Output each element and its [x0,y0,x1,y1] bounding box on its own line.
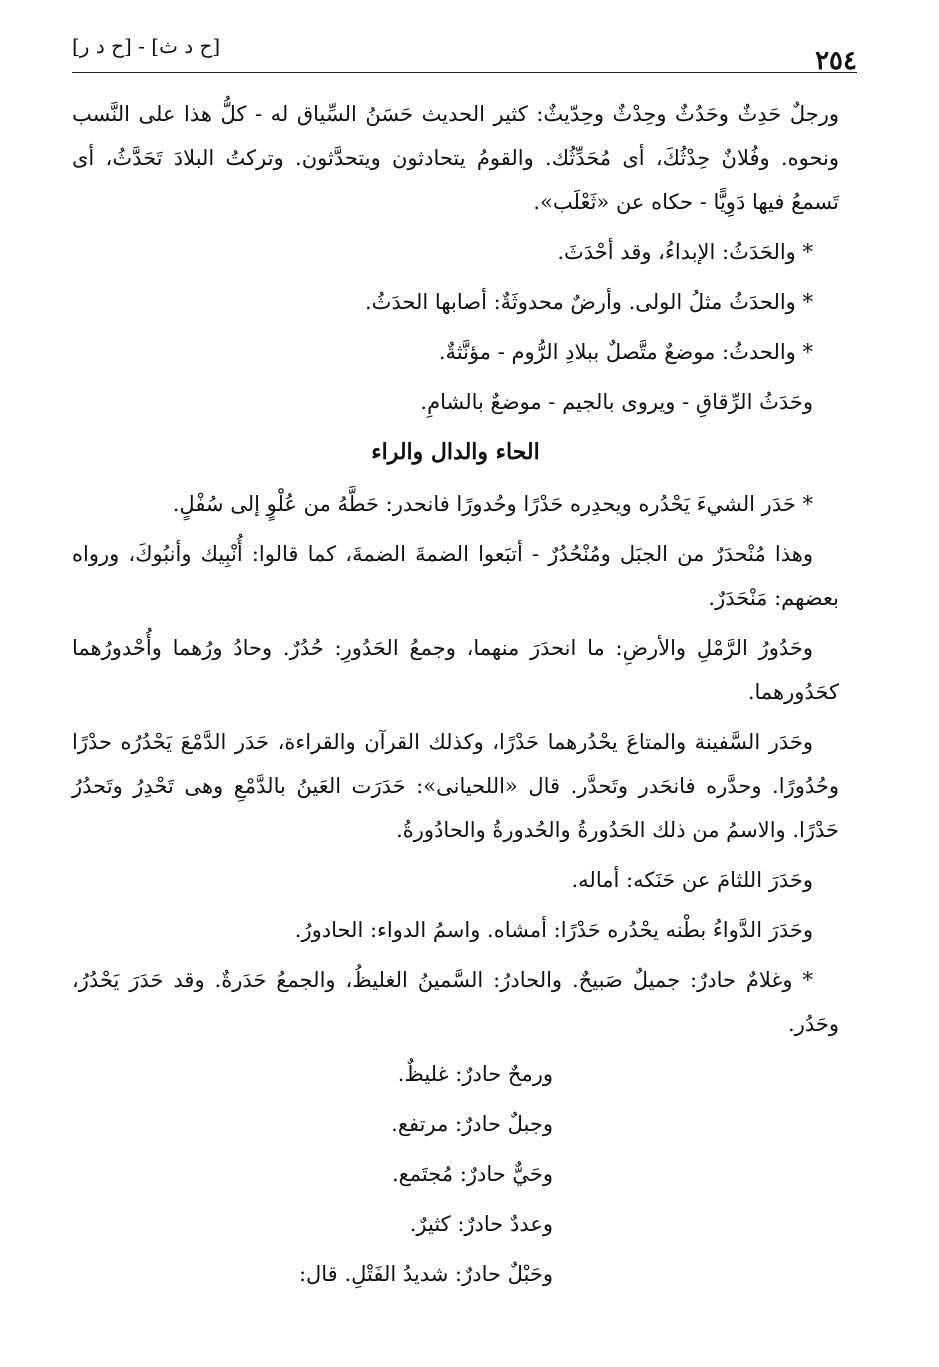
paragraph: * وغلامٌ حادرٌ: جميلٌ صَبيحٌ. والحادرُ: السَّمينُ الغليظُ، والجمعُ حَدَرةٌ. وقد حَدَرَ يَحْدُرُ، وحَدُر. [72,968,839,1036]
paragraph: وحَدَر السَّفينة والمتاعَ يحْدُرهما حَدْرًا، وكذلك القرآن والقراءة، حَدَر الدَّمْعَ يَحْدُرُه حدْرًا وحُدُورًا. وحدَّره فانحَدر وتَحدَّر. قال «اللحيانى»: حَدَرَت العَينُ بالدَّمْعِ وهى تَحْدِرُ وتَحدُرُ حَدْرًا. والاسمُ من ذلك الحَدُورةُ والحُدورةُ والحادُورةُ. [72,730,839,842]
running-head: [ح د ث] - [ح د ر] [72,34,221,58]
verse-line: ورمحٌ حادرٌ: غليظٌ. [397,1062,553,1086]
section-heading: الحاء والدال والراء [371,439,540,465]
paragraph: وحَدَثُ الرِّقاقِ - ويروى بالجيم - موضعٌ بالشامِ. [420,390,813,414]
page-header [72,32,857,76]
paragraph: وهذا مُنْحدَرٌ من الجبَل ومُنْحُدُرٌ - أتبَعوا الضمةَ الضمةَ، كما قالوا: أُنْبِيك وأنبُوكَ، ورواه بعضهم: مَنْحَدَرٌ. [72,542,839,610]
paragraph: وحَدَرَ الدَّواءُ بطْنه يحْدُره حَدْرًا: أمشاه. واسمُ الدواء: الحادورُ. [294,918,813,942]
paragraph: وحَدُورُ الرَّمْلِ والأرضِ: ما انحدَرَ منهما، وجمعُ الحَدُورِ: حُدُرٌ. وحادُ ورُهما وأُحْدورُهما كحَدُورهما. [72,636,839,704]
verse-line: وعددٌ حادرٌ: كثيرٌ. [409,1212,553,1236]
paragraph: * حَدَر الشيءَ يَحْدُره ويحدِره حَدْرًا وحُدورًا فانحدر: حَطَّهُ من عُلْوٍ إلى سُفْلٍ. [172,492,813,516]
paragraph: * والحدَثُ مثلُ الولى. وأرضٌ محدوثَةٌ: أصابها الحدَثُ. [365,290,813,314]
paragraph: * والحدثُ: موضعٌ متَّصلٌ ببلادِ الرُّوم - مؤنَّثةٌ. [438,340,813,364]
paragraph: ورجلٌ حَدِثٌ وحَدُثٌ وحِدْثٌ وحِدّيثٌ: كثير الحديث حَسَنُ السِّياق له - كلُّ هذا على النَّسب ونحوه. وفُلانٌ حِدْثُكَ، أى مُحَدِّثُك. والقومُ يتحادثون ويتحدَّثون. وتركتُ البلادَ تَحَدَّثُ، أى تَسمعُ فيها دَوِيًّا - حكاه عن «ثَعْلَب». [72,102,839,214]
verse-line: وحَيٌّ حادرٌ: مُجتَمع. [391,1162,553,1186]
verse-line: وحَبْلٌ حادرٌ: شديدُ الفَتْلِ. قال: [298,1262,553,1286]
page-number: ٢٥٤ [815,46,857,76]
verse-line: وجبلٌ حادرٌ: مرتفع. [391,1112,553,1136]
paragraph: وحَدَرَ اللثامَ عن حَنَكه: أماله. [571,868,813,892]
header-rule [72,72,857,73]
paragraph: * والحَدَثُ: الإبداءُ، وقد أحْدَثَ. [557,240,813,264]
page-body [72,92,839,1302]
